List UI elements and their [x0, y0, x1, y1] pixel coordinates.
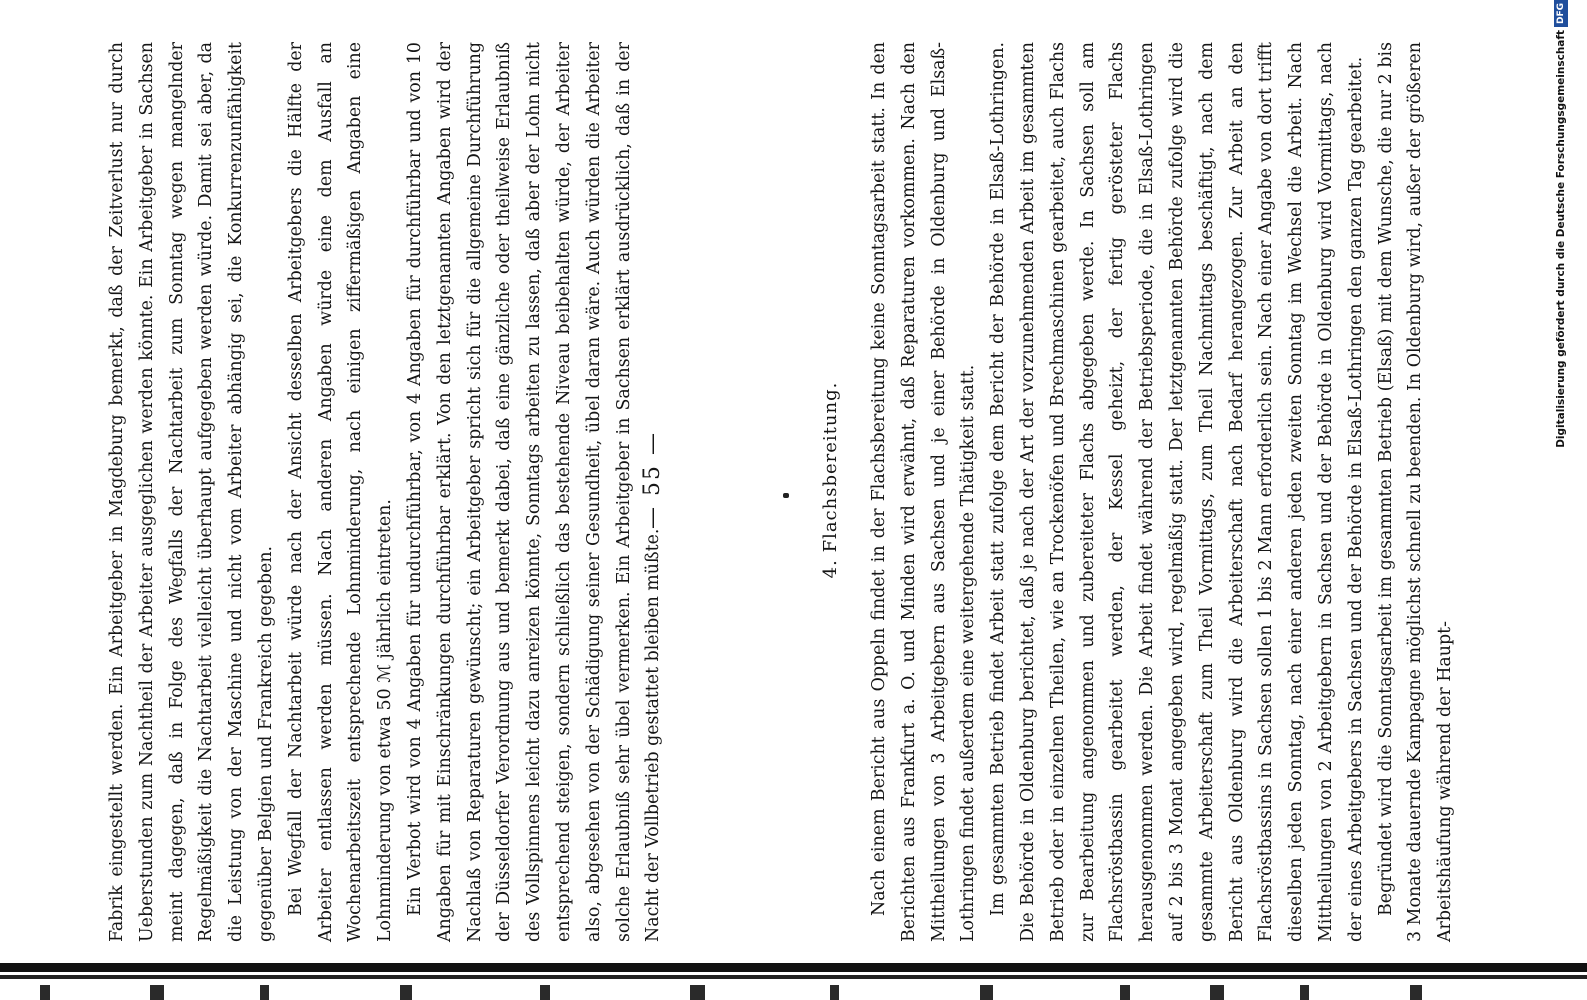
- text-block-upper: [103, 42, 669, 942]
- paragraph: Im gesammten Betrieb findet Arbeit statt zufolge dem Bericht der Behörde in Elsaß-Lothringen. Die Behörde in Oldenburg berichtet, daß je nach der Art der vorzunehmenden Arbeit im gesammten Betrieb oder in einzelnen Theilen, wie an Trockenöfen und Brechmaschinen gearbeitet, auch Flachs zur Bearbeitung angenommen und zubereiteter Flachs abgegeben werde. In Sachsen soll am Flachsröstbassin gearbeitet werden, der Kessel geheizt, der fertig gerösteter Flachs herausgenommen werden. Die Arbeit findet während der Betriebsperiode, die in Elsaß-Lothringen auf 2 bis 3 Monat angegeben wird, regelmäßig statt. Der letztgenannten Behörde zufolge wird die gesammte Arbeiterschaft zum Theil Vormittags, zum Theil Nachmittags beschäftigt, nach dem Bericht aus Oldenburg wird die Arbeiterschaft nach Bedarf herangezogen. Zur Arbeit an den Flachsröstbassins in Sachsen sollen 1 bis 2 Mann erforderlich sein. Nach einer Angabe von dort trifft dieselben jeden Sonntag, nach einer anderen jeden zweiten Sonntag im Wechsel die Arbeit. Nach Mittheilungen von 2 Arbeitgebern in Sachsen und der Behörde in Oldenburg wird Vormittags, nach der eines Arbeitgebers in Sachsen und der Behörde in Elsaß-Lothringen den ganzen Tag gearbeitet.: [988, 42, 1366, 942]
- section-heading: 4. Flachsbereitung.: [820, 381, 841, 579]
- digitization-stamp-text: Digitalisierung gefördert durch die Deutsche Forschungsgemeinschaft: [1555, 30, 1567, 448]
- paragraph: Fabrik eingestellt werden. Ein Arbeitgeber in Magdeburg bemerkt, daß der Zeitverlust nur durch Ueberstunden zum Nachtheil der Arbeiter ausgeglichen werden könnte. Ein Arbeitgeber in Sachsen meint dagegen, daß in Folge des Wegfalls der Nachtarbeit zum Sonntag wegen mangelnder Regelmäßigkeit die Nachtarbeit vielleicht überhaupt aufgegeben werden würde. Damit sei aber, da die Leistung von der Maschine und nicht vom Arbeiter abhängig sei, die Konkurrenzunfähigkeit gegenüber Belgien und Frankreich gegeben.: [107, 42, 276, 942]
- scan-edge-bleed: [0, 981, 1587, 1000]
- paragraph: Bei Wegfall der Nachtarbeit würde nach der Ansicht desselben Arbeitgebers die Hälfte der Arbeiter entlassen werden müssen. Nach anderen Angaben würde eine dem Ausfall an Wochenarbeitszeit entsprechende Lohnminderung, nach einigen ziffermäßigen Angaben eine Lohnminderung von etwa 50 ℳ jährlich eintreten.: [285, 42, 396, 942]
- scan-edge-line: [0, 975, 1587, 979]
- dfg-logo: DFG: [1554, 0, 1568, 27]
- scanned-page: [95, 0, 1515, 960]
- digitization-stamp: [1553, 0, 1569, 700]
- text-block-lower: [865, 42, 1461, 942]
- paragraph: Nach einem Bericht aus Oppeln findet in der Flachsbereitung keine Sonntagsarbeit statt. In den Berichten aus Frankfurt a. O. und Minden wird erwähnt, daß Reparaturen vorkommen. Nach den Mittheilungen von 3 Arbeitgebern aus Sachsen und je einer Behörde in Oldenburg und Elsaß-Lothringen findet außerdem eine weitergehende Thätigkeit statt.: [869, 42, 979, 942]
- paragraph: Begründet wird die Sonntagsarbeit im gesammten Betrieb (Elsaß) mit dem Wunsche, die nur 2 bis 3 Monate dauernde Kampagne möglichst schnell zu beenden. In Oldenburg wird, außer der größeren Arbeitshäufung während der Haupt-: [1375, 42, 1456, 942]
- page-number: — 55 —: [640, 431, 665, 529]
- paragraph: Ein Verbot wird von 4 Angaben für undurchführbar, von 4 Angaben für durchführbar und von 10 Angaben für mit Einschränkungen durchführbar erklärt. Von den letztgenannten Angaben wird der Nachlaß von Reparaturen gewünscht; ein Arbeitgeber spricht sich für die allgemeine Durchführung der Düsseldorfer Verordnung aus und bemerkt dabei, daß eine gänzliche oder theilweise Erlaubniß des Vollspinnens leicht dazu anreizen könnte, Sonntags arbeiten zu lassen, daß aber der Lohn nicht entsprechend steigen, sondern schließlich das bestehende Niveau beibehalten würde, der Arbeiter also, abgesehen von der Schädigung seiner Gesundheit, übel daran wäre. Auch würden die Arbeiter solche Erlaubniß sehr übel vermerken. Ein Arbeitgeber in Sachsen erklärt ausdrücklich, daß in der Nacht der Vollbetrieb gestattet bleiben müßte.: [404, 42, 664, 942]
- ink-speck: [783, 493, 789, 498]
- scan-edge-bar: [0, 963, 1587, 972]
